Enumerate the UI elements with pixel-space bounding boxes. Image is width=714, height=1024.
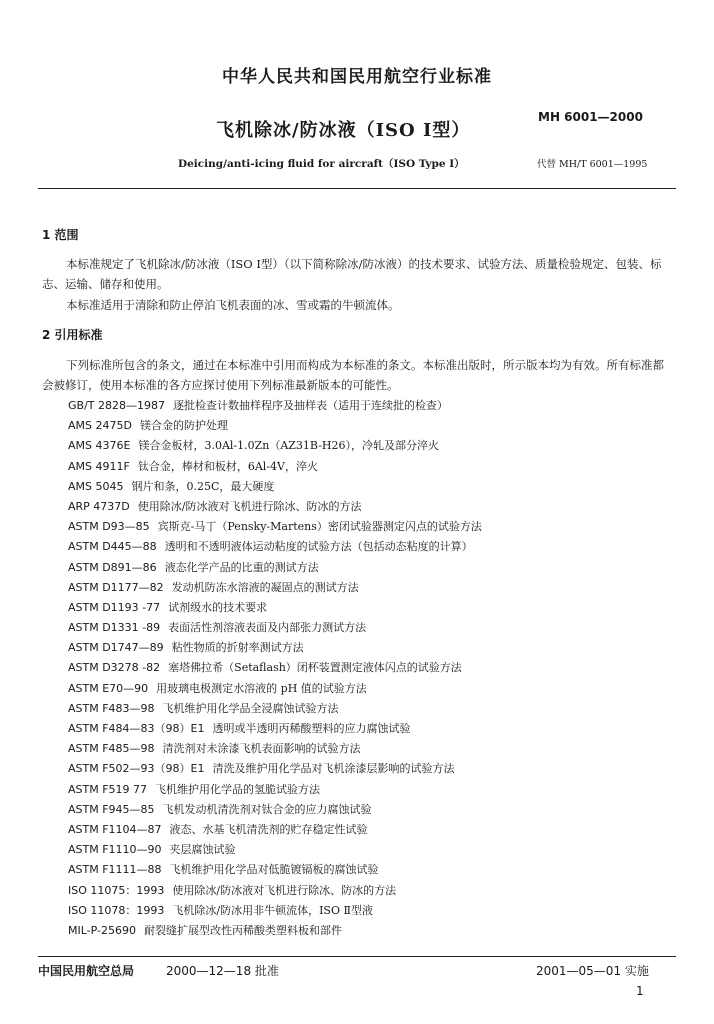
reference-title: 飞机发动机清洗剂对钛合金的应力腐蚀试验: [162, 802, 372, 816]
reference-code: ASTM D1177—82: [68, 580, 164, 594]
reference-code: ASTM D1747—89: [68, 641, 164, 655]
reference-item: [68, 618, 482, 638]
reference-item: [68, 517, 482, 537]
reference-title: 宾斯克-马丁（Pensky-Martens）密闭试验器测定闪点的试验方法: [157, 520, 482, 534]
reference-code: ASTM E70—90: [68, 681, 149, 695]
industry-title: 中华人民共和国民用航空行业标准: [222, 67, 492, 87]
reference-title: 钛合金，棒材和板材，6Al-4V，淬火: [137, 459, 318, 473]
reference-code: AMS 4376E: [68, 439, 131, 453]
replaces-standard: 代替 MH/T 6001—1995: [537, 159, 648, 170]
header-divider: [38, 188, 676, 189]
reference-code: ASTM D1331 -89: [68, 621, 161, 635]
section-1-paragraph-1: 本标准规定了飞机除冰/防冰液（ISO Ⅰ型）（以下简称除冰/防冰液）的技术要求、试验方法、质量检验规定、包装、标志、运输、储存和使用。: [42, 257, 662, 291]
reference-item: [68, 860, 482, 880]
reference-code: ASTM F1111—88: [68, 863, 162, 877]
section-2-title: 2 引用标准: [42, 328, 103, 342]
reference-item: [68, 598, 482, 618]
reference-code: ASTM F502—93（98）E1: [68, 762, 205, 776]
reference-item: [68, 396, 482, 416]
reference-code: ASTM F484—83（98）E1: [68, 722, 205, 735]
reference-item: [68, 477, 482, 497]
reference-item: [68, 739, 482, 759]
standard-number: MH 6001—2000: [538, 110, 643, 124]
reference-title: 夹层腐蚀试验: [169, 843, 236, 857]
document-title: 飞机除冰/防冰液（ISO Ⅰ型）: [216, 120, 471, 141]
reference-code: ASTM F485—98: [68, 742, 155, 756]
reference-item: [68, 638, 482, 658]
reference-item: [68, 558, 482, 578]
reference-code: ISO 11078：1993: [68, 903, 165, 917]
reference-title: 镁合金的防护处理: [139, 419, 228, 433]
reference-item: [68, 840, 482, 860]
reference-title: 飞机维护用化学品的氢脆试验方法: [155, 782, 321, 796]
reference-title: 透明或半透明丙稀酸塑料的应力腐蚀试验: [212, 722, 411, 735]
reference-item: [68, 921, 482, 941]
reference-title: 飞机除冰/防冰用非牛顿流体，ISO Ⅱ型液: [172, 903, 373, 917]
reference-item: [68, 881, 482, 901]
reference-code: ISO 11075：1993: [68, 883, 165, 897]
reference-code: ASTM D3278 -82: [68, 661, 161, 675]
reference-item: [68, 578, 482, 598]
reference-title: 耐裂缝扩展型改性丙稀酸类塑料板和部件: [144, 923, 342, 937]
reference-title: 逐批检查计数抽样程序及抽样表（适用于连续批的检查）: [172, 399, 448, 412]
reference-item: [68, 759, 482, 779]
issuing-authority: 中国民用航空总局: [38, 964, 135, 978]
reference-code: MIL-P-25690: [68, 923, 136, 937]
reference-title: 液态化学产品的比重的测试方法: [164, 560, 319, 574]
reference-title: 透明和不透明液体运动粘度的试验方法（包括动态粘度的计算）: [164, 540, 473, 554]
reference-item: [68, 820, 482, 840]
approval-date: 2000—12—18 批准: [166, 964, 279, 978]
reference-code: ASTM D93—85: [68, 520, 150, 534]
reference-item: [68, 719, 482, 739]
footer-divider: [38, 956, 676, 957]
reference-item: [68, 679, 482, 699]
section-1-title: 1 范围: [42, 228, 79, 242]
reference-item: [68, 658, 482, 678]
reference-title: 清洗及维护用化学品对飞机涂漆层影响的试验方法: [212, 762, 455, 776]
reference-list: [68, 396, 482, 941]
reference-item: [68, 416, 482, 436]
reference-code: ASTM F1104—87: [68, 822, 162, 836]
reference-code: AMS 2475D: [68, 419, 132, 433]
section-2-paragraph-1: 下列标准所包含的条文，通过在本标准中引用而构成为本标准的条文。本标准出版时，所示版本均为有效。所有标准都会被修订，使用本标准的各方应探讨使用下列标准最新版本的可能性。: [42, 358, 664, 392]
reference-code: ASTM D445—88: [68, 540, 157, 554]
reference-code: ASTM F483—98: [68, 701, 155, 715]
reference-title: 用玻璃电极测定水溶液的 pH 值的试验方法: [156, 681, 367, 695]
reference-item: [68, 800, 482, 820]
document-title-english: Deicing/anti-icing fluid for aircraft（ISO Type Ⅰ）: [178, 158, 465, 170]
reference-item: [68, 537, 482, 557]
reference-code: AMS 5045: [68, 479, 124, 493]
effective-date: 2001—05—01 实施: [536, 964, 649, 978]
reference-title: 液态、水基飞机清洗剂的贮存稳定性试验: [169, 822, 368, 836]
page-number: 1: [636, 984, 644, 998]
reference-item: [68, 457, 482, 477]
reference-title: 使用除冰/防冰液对飞机进行除冰、防冰的方法: [137, 499, 362, 513]
reference-title: 飞机维护用化学品对低脆镀镉板的腐蚀试验: [169, 863, 379, 877]
reference-title: 飞机维护用化学品全浸腐蚀试验方法: [162, 701, 339, 715]
reference-code: GB/T 2828—1987: [68, 399, 165, 412]
reference-title: 塞塔佛拉希（Setaflash）闭杯装置测定液体闪点的试验方法: [168, 661, 462, 675]
reference-code: ASTM D891—86: [68, 560, 157, 574]
reference-title: 钢片和条，0.25C，最大硬度: [131, 479, 275, 493]
reference-title: 镁合金板材，3.0Al-1.0Zn（AZ31B-H26），冷轧及部分淬火: [138, 439, 440, 453]
reference-code: AMS 4911F: [68, 459, 130, 473]
reference-title: 发动机防冻水溶液的凝固点的测试方法: [171, 580, 359, 594]
reference-title: 表面活性剂溶液表面及内部张力测试方法: [168, 621, 367, 635]
reference-title: 使用除冰/防冰液对飞机进行除冰、防冰的方法: [172, 883, 397, 897]
section-1-paragraph-2: 本标准适用于清除和防止停泊飞机表面的冰、雪或霜的牛顿流体。: [66, 298, 400, 312]
reference-title: 试剂级水的技术要求: [168, 600, 268, 614]
reference-item: [68, 436, 482, 456]
reference-item: [68, 780, 482, 800]
reference-code: ASTM F1110—90: [68, 843, 162, 857]
reference-title: 粘性物质的折射率测试方法: [171, 641, 304, 655]
reference-item: [68, 901, 482, 921]
reference-code: ASTM D1193 -77: [68, 600, 161, 614]
reference-code: ARP 4737D: [68, 499, 130, 513]
reference-code: ASTM F519 77: [68, 782, 148, 796]
reference-code: ASTM F945—85: [68, 802, 155, 816]
reference-item: [68, 497, 482, 517]
reference-item: [68, 699, 482, 719]
reference-title: 清洗剂对未涂漆飞机表面影响的试验方法: [162, 742, 361, 756]
